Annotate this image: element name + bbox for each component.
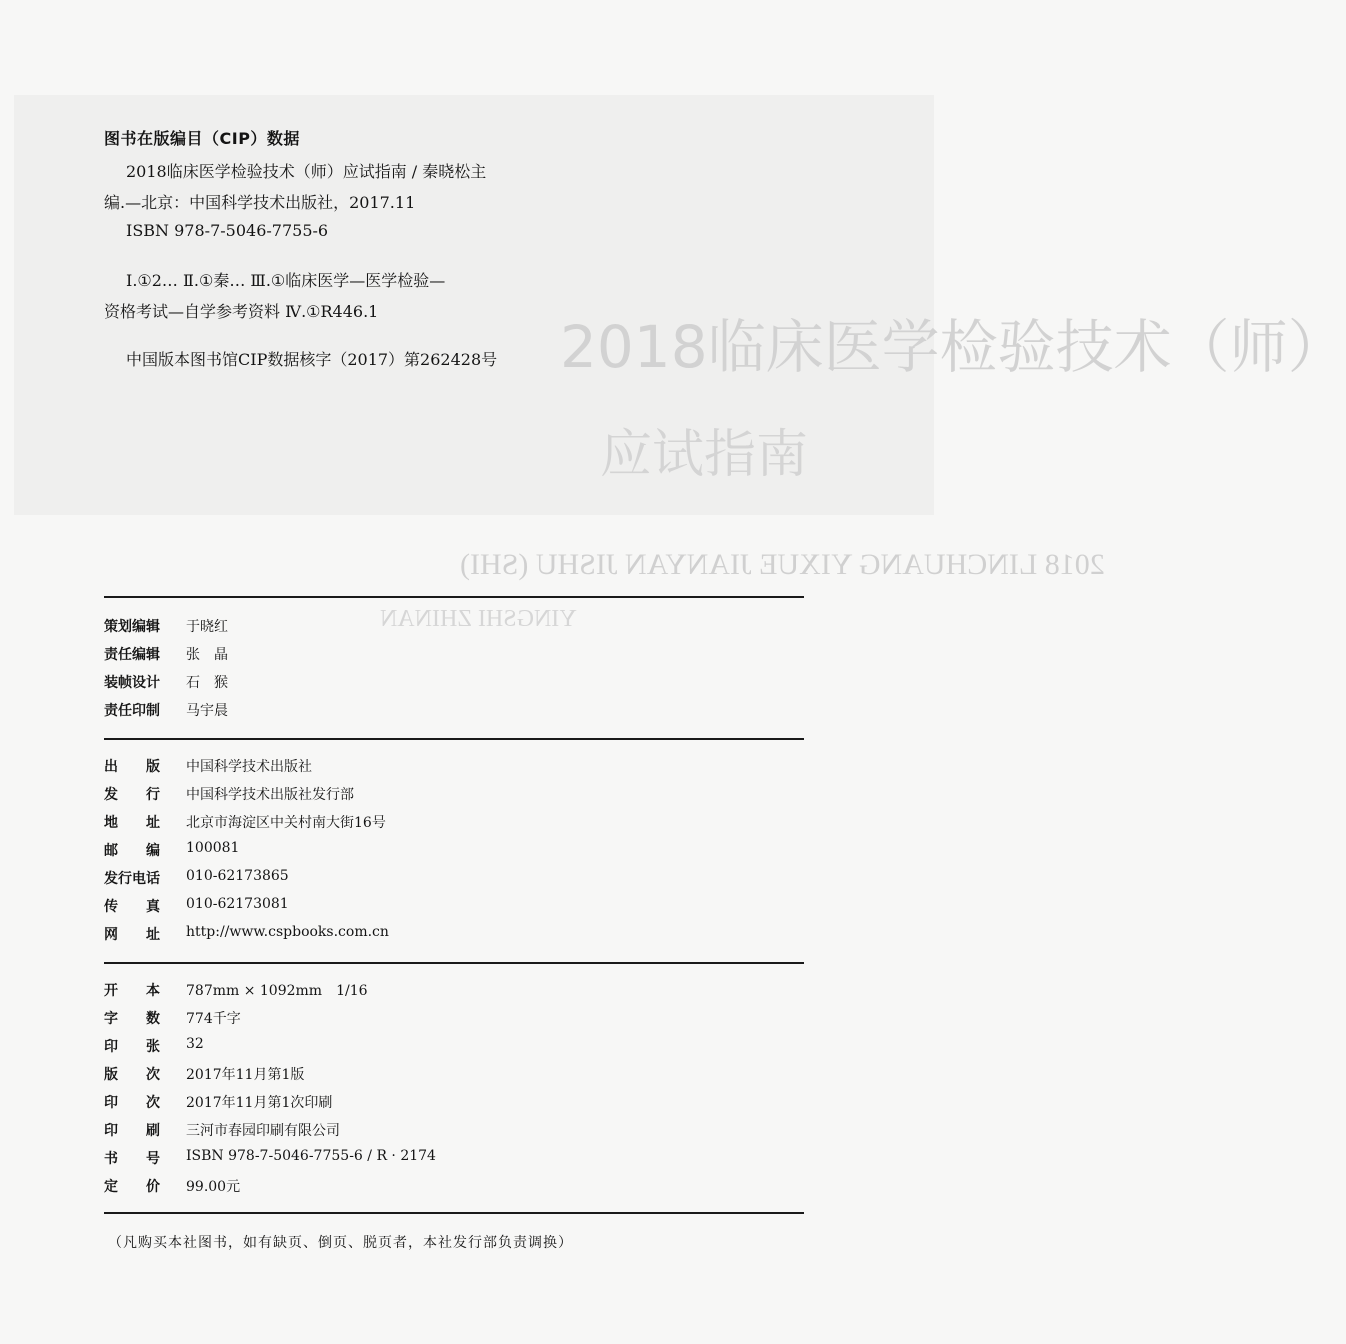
cip-line-6: 中国版本图书馆CIP数据核字（2017）第262428号 [126, 350, 498, 369]
ghost-title: 2018临床医学检验技术（师） [560, 313, 1346, 381]
staff-row [104, 616, 228, 636]
spec-row [104, 1008, 241, 1028]
publisher-value: 100081 [186, 840, 240, 856]
staff-value: 于晓红 [186, 619, 228, 635]
spec-value: 787mm × 1092mm 1/16 [186, 983, 368, 999]
spec-row [104, 1148, 436, 1168]
spec-row [104, 1092, 332, 1112]
ghost-pinyin: 2018 LINCHUANG YIXUE JIANYAN JISHU (SHI) [460, 548, 1105, 581]
cip-line-5: 资格考试—自学参考资料 Ⅳ.①R446.1 [104, 302, 379, 321]
ghost-subtitle: 应试指南 [600, 425, 809, 485]
spec-value: 774千字 [186, 1011, 241, 1027]
publisher-key: 传 真 [104, 899, 160, 915]
publisher-row [104, 812, 386, 832]
divider-3 [104, 962, 804, 964]
spec-key: 印 刷 [104, 1123, 160, 1139]
cip-isbn: ISBN 978-7-5046-7755-6 [126, 221, 329, 240]
spec-key: 开 本 [104, 983, 160, 999]
staff-row [104, 672, 228, 692]
publisher-value: 中国科学技术出版社发行部 [186, 787, 354, 803]
cip-line-4: Ⅰ.①2… Ⅱ.①秦… Ⅲ.①临床医学—医学检验— [126, 271, 446, 290]
publisher-key: 发行电话 [104, 871, 160, 887]
spec-value: 三河市春园印刷有限公司 [186, 1123, 340, 1139]
staff-key: 责任印制 [104, 703, 160, 719]
spec-key: 书 号 [104, 1151, 160, 1167]
staff-key: 策划编辑 [104, 619, 160, 635]
spec-row [104, 1064, 304, 1084]
ghost-pinyin-2: YINGSHI ZHINAN [380, 606, 577, 632]
website-link[interactable]: http://www.cspbooks.com.cn [186, 924, 389, 940]
staff-value: 张 晶 [186, 647, 228, 663]
staff-key: 责任编辑 [104, 647, 160, 663]
divider-4 [104, 1212, 804, 1214]
spec-row [104, 1120, 340, 1140]
spec-value: 2017年11月第1版 [186, 1067, 305, 1083]
footnote: （凡购买本社图书，如有缺页、倒页、脱页者，本社发行部负责调换） [108, 1235, 573, 1251]
spec-row [104, 980, 368, 1000]
divider-1 [104, 596, 804, 598]
spec-key: 定 价 [104, 1179, 160, 1195]
publisher-key: 发 行 [104, 787, 160, 803]
spec-key: 印 张 [104, 1039, 160, 1055]
publisher-row [104, 896, 289, 916]
publisher-value: 010-62173865 [186, 868, 289, 884]
spec-value: 99.00元 [186, 1179, 241, 1195]
publisher-key: 网 址 [104, 927, 160, 943]
spec-key: 版 次 [104, 1067, 160, 1083]
staff-row [104, 700, 228, 720]
publisher-row [104, 868, 289, 888]
publisher-row [104, 756, 312, 776]
publisher-key: 邮 编 [104, 843, 160, 859]
publisher-row [104, 924, 389, 944]
publisher-row [104, 784, 354, 804]
publisher-value: 北京市海淀区中关村南大街16号 [186, 815, 386, 831]
spec-row [104, 1176, 240, 1196]
staff-row [104, 644, 228, 664]
staff-value: 马宇晨 [186, 703, 228, 719]
cip-line-2: 编.—北京：中国科学技术出版社，2017.11 [104, 193, 416, 212]
spec-row [104, 1036, 204, 1056]
staff-key: 装帧设计 [104, 675, 160, 691]
spec-key: 印 次 [104, 1095, 160, 1111]
publisher-row [104, 840, 239, 860]
spec-value: 2017年11月第1次印刷 [186, 1095, 333, 1111]
cip-heading: 图书在版编目（CIP）数据 [104, 129, 300, 148]
divider-2 [104, 738, 804, 740]
staff-value: 石 猴 [186, 675, 228, 691]
spec-value: ISBN 978-7-5046-7755-6 / R · 2174 [186, 1148, 436, 1164]
publisher-key: 地 址 [104, 815, 160, 831]
spec-value: 32 [186, 1036, 204, 1052]
spec-key: 字 数 [104, 1011, 160, 1027]
cip-line-1: 2018临床医学检验技术（师）应试指南 / 秦晓松主 [126, 162, 487, 181]
publisher-key: 出 版 [104, 759, 160, 775]
publisher-value: 010-62173081 [186, 896, 289, 912]
publisher-value: 中国科学技术出版社 [186, 759, 312, 775]
